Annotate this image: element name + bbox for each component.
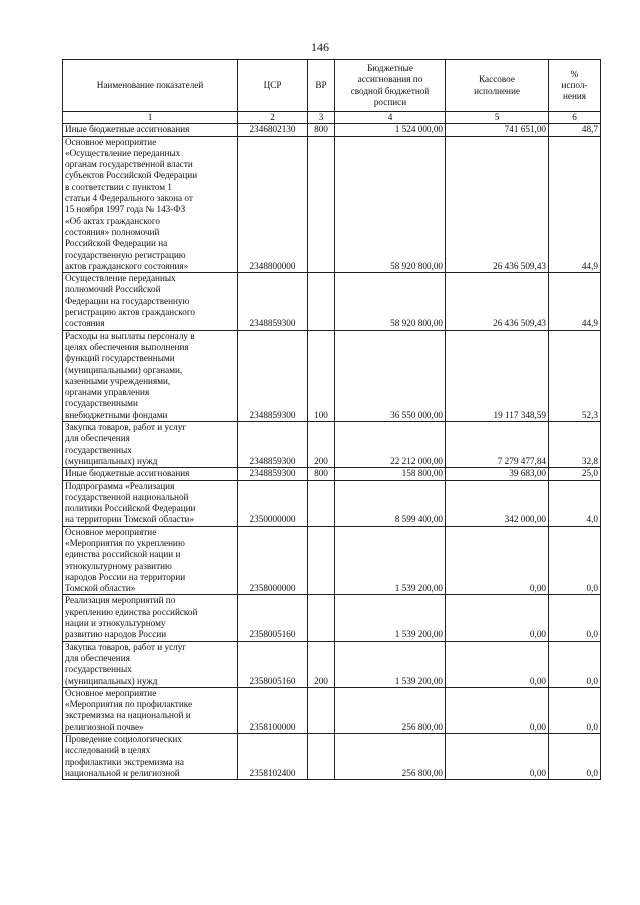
indicator-name-cell: Основное мероприятие «Мероприятия по профилактике экстремизма на национальной и религиозной почве»: [63, 687, 238, 733]
table-row: [63, 687, 601, 733]
vr-code-cell: 200: [308, 422, 335, 468]
csr-code-cell: 2350000000: [238, 480, 308, 526]
indicator-name-cell: Проведение социологических исследований в целях профилактики экстремизма на национальной и религиозной: [63, 734, 238, 780]
budget-allocation-cell: 158 800,00: [335, 468, 446, 480]
header-cash-execution: Кассовое исполнение: [446, 60, 549, 112]
column-number: 3: [308, 112, 335, 124]
header-indicator-name: Наименование показателей: [63, 60, 238, 112]
vr-code-cell: [308, 595, 335, 641]
indicator-name-cell: Расходы на выплаты персоналу в целях обеспечения выполнения функций государственными (муниципальными) органами, казенными учреждениями, органами управления государственными внебюджетными фондами: [63, 330, 238, 421]
budget-allocation-cell: 1 539 200,00: [335, 641, 446, 687]
column-number-row: [63, 112, 601, 124]
vr-code-cell: [308, 734, 335, 780]
csr-code-cell: 2346802130: [238, 124, 308, 136]
cash-execution-cell: 39 683,00: [446, 468, 549, 480]
budget-allocation-cell: 8 599 400,00: [335, 480, 446, 526]
cash-execution-cell: 342 000,00: [446, 480, 549, 526]
header-csr: ЦСР: [238, 60, 308, 112]
table-row: [63, 273, 601, 330]
vr-code-cell: [308, 480, 335, 526]
csr-code-cell: 2358100000: [238, 687, 308, 733]
indicator-name-cell: Основное мероприятие «Мероприятия по укреплению единства российской нации и этнокультурному развитию народов России на территории Томской области»: [63, 526, 238, 595]
table-row: [63, 330, 601, 421]
budget-allocation-cell: 256 800,00: [335, 687, 446, 733]
csr-code-cell: 2358005160: [238, 641, 308, 687]
column-number: 5: [446, 112, 549, 124]
execution-percent-cell: 25,0: [549, 468, 601, 480]
table-row: [63, 595, 601, 641]
vr-code-cell: [308, 526, 335, 595]
cash-execution-cell: 26 436 509,43: [446, 273, 549, 330]
csr-code-cell: 2358005160: [238, 595, 308, 641]
vr-code-cell: [308, 136, 335, 273]
table-row: [63, 734, 601, 780]
execution-percent-cell: 4,0: [549, 480, 601, 526]
table-row: [63, 124, 601, 136]
vr-code-cell: [308, 273, 335, 330]
budget-allocation-cell: 1 539 200,00: [335, 526, 446, 595]
indicator-name-cell: Иные бюджетные ассигнования: [63, 468, 238, 480]
budget-allocation-cell: 58 920 800,00: [335, 273, 446, 330]
header-vr: ВР: [308, 60, 335, 112]
cash-execution-cell: 0,00: [446, 595, 549, 641]
table-row: [63, 468, 601, 480]
header-execution-percent: % испол- нения: [549, 60, 601, 112]
execution-percent-cell: 48,7: [549, 124, 601, 136]
column-number: 2: [238, 112, 308, 124]
indicator-name-cell: Закупка товаров, работ и услуг для обеспечения государственных (муниципальных) нужд: [63, 422, 238, 468]
indicator-name-cell: Закупка товаров, работ и услуг для обеспечения государственных (муниципальных) нужд: [63, 641, 238, 687]
budget-allocation-cell: 1 524 000,00: [335, 124, 446, 136]
execution-percent-cell: 0,0: [549, 687, 601, 733]
cash-execution-cell: 0,00: [446, 641, 549, 687]
cash-execution-cell: 741 651,00: [446, 124, 549, 136]
indicator-name-cell: Подпрограмма «Реализация государственной национальной политики Российской Федерации на территории Томской области»: [63, 480, 238, 526]
vr-code-cell: 800: [308, 124, 335, 136]
page-number: 146: [311, 40, 329, 54]
cash-execution-cell: 0,00: [446, 734, 549, 780]
column-number: 4: [335, 112, 446, 124]
table-row: [63, 480, 601, 526]
table-row: [63, 526, 601, 595]
execution-percent-cell: 52,3: [549, 330, 601, 421]
budget-allocation-cell: 22 212 000,00: [335, 422, 446, 468]
execution-percent-cell: 44,9: [549, 136, 601, 273]
execution-percent-cell: 32,8: [549, 422, 601, 468]
execution-percent-cell: 44,9: [549, 273, 601, 330]
execution-percent-cell: 0,0: [549, 595, 601, 641]
table-header-row: [63, 60, 601, 112]
cash-execution-cell: 7 279 477,84: [446, 422, 549, 468]
table-row: [63, 641, 601, 687]
vr-code-cell: 100: [308, 330, 335, 421]
budget-allocation-cell: 1 539 200,00: [335, 595, 446, 641]
indicator-name-cell: Осуществление переданных полномочий Российской Федерации на государственную регистрацию актов гражданского состояния: [63, 273, 238, 330]
table-row: [63, 136, 601, 273]
cash-execution-cell: 0,00: [446, 526, 549, 595]
execution-percent-cell: 0,0: [549, 734, 601, 780]
budget-allocation-cell: 256 800,00: [335, 734, 446, 780]
indicator-name-cell: Основное мероприятие «Осуществление переданных органам государственной власти субъектов Российской Федерации в соответствии с пунктом 1 статьи 4 Федерального закона от 15 ноября 1997 года № 143-ФЗ «Об актах гражданского состояния» полномочий Российской Федерации на государственную регистрацию актов гражданского состояния»: [63, 136, 238, 273]
csr-code-cell: 2348800000: [238, 136, 308, 273]
budget-allocation-cell: 58 920 800,00: [335, 136, 446, 273]
csr-code-cell: 2358102400: [238, 734, 308, 780]
indicator-name-cell: Иные бюджетные ассигнования: [63, 124, 238, 136]
column-number: 6: [549, 112, 601, 124]
header-budget-allocations: Бюджетные ассигнования по сводной бюджетной росписи: [335, 60, 446, 112]
cash-execution-cell: 19 117 348,59: [446, 330, 549, 421]
execution-percent-cell: 0,0: [549, 641, 601, 687]
indicator-name-cell: Реализация мероприятий по укреплению единства российской нации и этнокультурному развитию народов России: [63, 595, 238, 641]
cash-execution-cell: 26 436 509,43: [446, 136, 549, 273]
execution-percent-cell: 0,0: [549, 526, 601, 595]
csr-code-cell: 2348859300: [238, 273, 308, 330]
vr-code-cell: [308, 687, 335, 733]
csr-code-cell: 2348859300: [238, 422, 308, 468]
vr-code-cell: 800: [308, 468, 335, 480]
table-row: [63, 422, 601, 468]
budget-allocation-cell: 36 550 000,00: [335, 330, 446, 421]
vr-code-cell: 200: [308, 641, 335, 687]
budget-execution-table: [62, 59, 601, 780]
column-number: 1: [63, 112, 238, 124]
csr-code-cell: 2358000000: [238, 526, 308, 595]
csr-code-cell: 2348859300: [238, 330, 308, 421]
csr-code-cell: 2348859300: [238, 468, 308, 480]
cash-execution-cell: 0,00: [446, 687, 549, 733]
